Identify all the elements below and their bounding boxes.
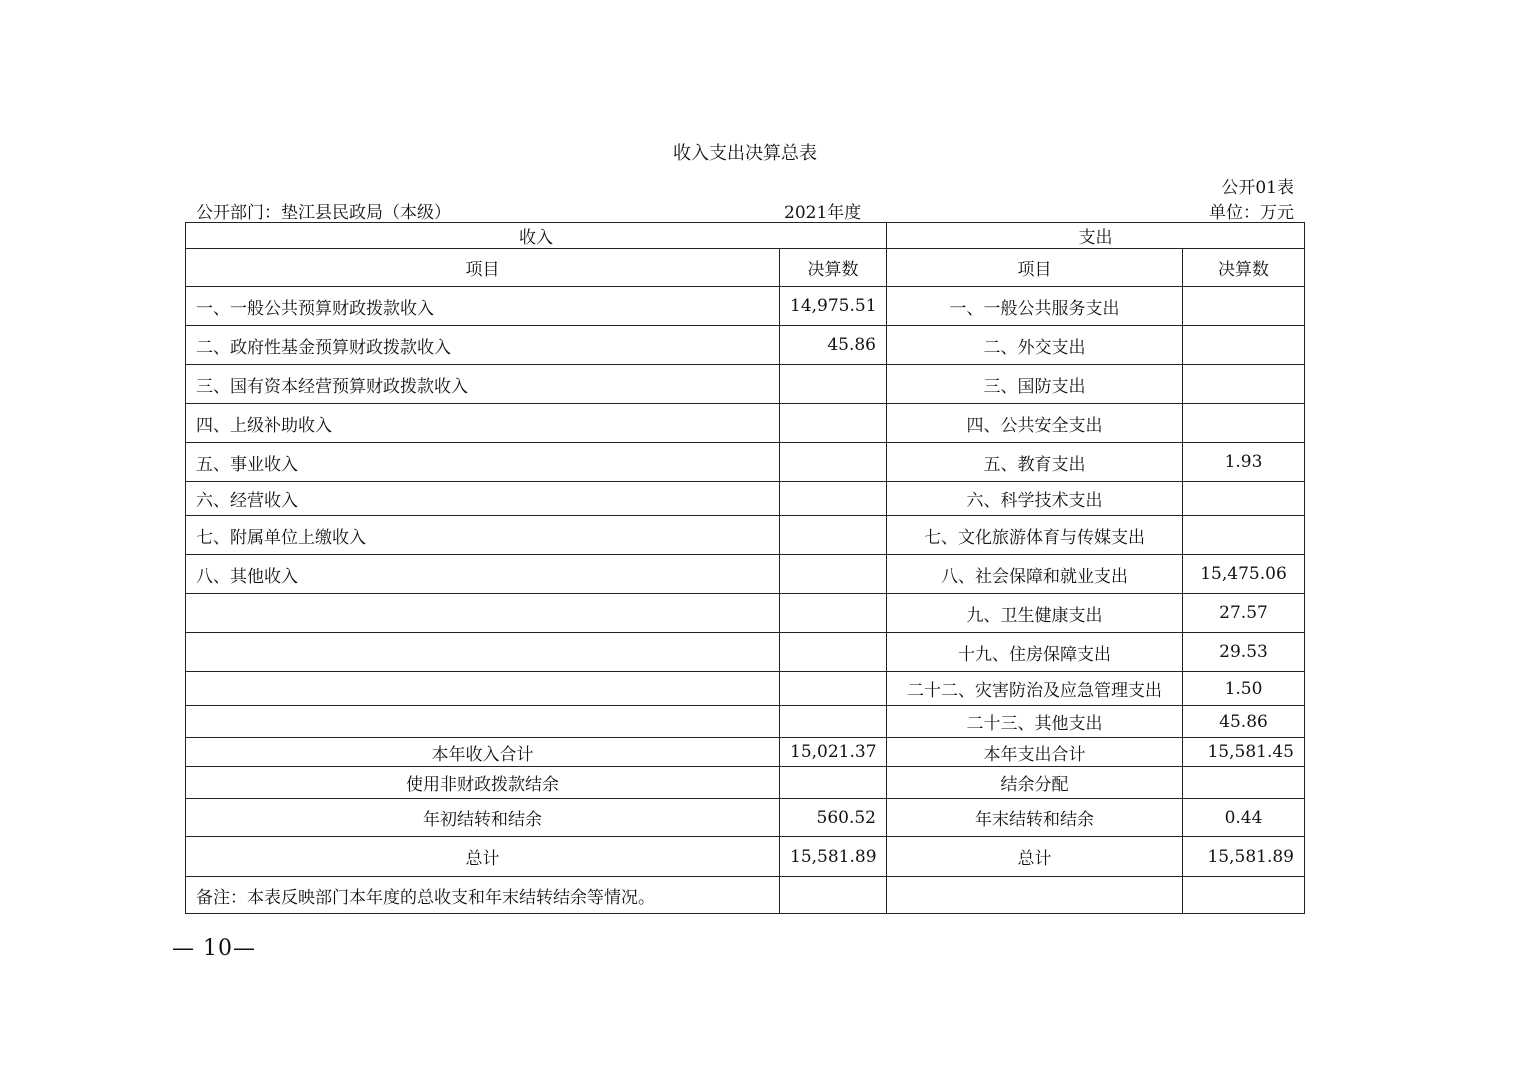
unit-label: 单位：万元: [1209, 203, 1294, 223]
income-item: 一、一般公共预算财政拨款收入: [186, 287, 780, 326]
table-row: [186, 287, 1305, 326]
expense-item: 九、卫生健康支出: [887, 594, 1183, 633]
table-row: [186, 594, 1305, 633]
expense-amount: 45.86: [1183, 706, 1305, 738]
empty-cell: [1183, 877, 1305, 914]
expense-amount: 1.50: [1183, 672, 1305, 706]
expense-amount: 15,581.89: [1183, 837, 1305, 877]
income-item: 年初结转和结余: [186, 799, 780, 837]
income-amount: [780, 706, 887, 738]
income-amount: 45.86: [780, 326, 887, 365]
income-item: [186, 633, 780, 672]
table-row: [186, 365, 1305, 404]
expense-amount: [1183, 404, 1305, 443]
income-amount-header: 决算数: [780, 249, 887, 287]
expense-amount: 27.57: [1183, 594, 1305, 633]
expense-amount: [1183, 365, 1305, 404]
expense-item: 结余分配: [887, 767, 1183, 799]
total-row: [186, 837, 1305, 877]
income-item: 六、经营收入: [186, 482, 780, 516]
income-amount: [780, 633, 887, 672]
income-item-header: 项目: [186, 249, 780, 287]
table-row: [186, 326, 1305, 365]
expense-amount: [1183, 482, 1305, 516]
expense-item: 八、社会保障和就业支出: [887, 555, 1183, 594]
income-amount: 15,021.37: [780, 738, 887, 767]
expense-item: 四、公共安全支出: [887, 404, 1183, 443]
expense-item-header: 项目: [887, 249, 1183, 287]
table-row: [186, 799, 1305, 837]
income-amount: [780, 555, 887, 594]
income-item: [186, 672, 780, 706]
expense-section-header: 支出: [887, 223, 1305, 249]
section-header-row: [186, 223, 1305, 249]
income-amount: [780, 672, 887, 706]
form-number: 公开01表: [1221, 178, 1294, 198]
table-row: [186, 443, 1305, 482]
expense-amount: 29.53: [1183, 633, 1305, 672]
income-item: 五、事业收入: [186, 443, 780, 482]
empty-cell: [780, 877, 887, 914]
income-item: [186, 594, 780, 633]
expense-amount: [1183, 287, 1305, 326]
expense-amount: 1.93: [1183, 443, 1305, 482]
income-amount: [780, 482, 887, 516]
table-row: [186, 516, 1305, 555]
expense-item: 年末结转和结余: [887, 799, 1183, 837]
table-row: [186, 706, 1305, 738]
subtotal-row: [186, 738, 1305, 767]
expense-item: 五、教育支出: [887, 443, 1183, 482]
income-item: 本年收入合计: [186, 738, 780, 767]
expense-item: 十九、住房保障支出: [887, 633, 1183, 672]
income-amount: [780, 443, 887, 482]
income-expense-table: [185, 222, 1305, 914]
expense-item: 一、一般公共服务支出: [887, 287, 1183, 326]
income-amount: 14,975.51: [780, 287, 887, 326]
expense-amount: 15,475.06: [1183, 555, 1305, 594]
income-item: [186, 706, 780, 738]
note-row: [186, 877, 1305, 914]
income-amount: 15,581.89: [780, 837, 887, 877]
table-row: [186, 404, 1305, 443]
expense-item: 二十三、其他支出: [887, 706, 1183, 738]
income-item: 八、其他收入: [186, 555, 780, 594]
table-title: 收入支出决算总表: [673, 143, 817, 164]
expense-amount: 0.44: [1183, 799, 1305, 837]
income-item: 使用非财政拨款结余: [186, 767, 780, 799]
income-item: 总计: [186, 837, 780, 877]
empty-cell: [887, 877, 1183, 914]
table-row: [186, 482, 1305, 516]
income-amount: [780, 594, 887, 633]
income-item: 四、上级补助收入: [186, 404, 780, 443]
table-row: [186, 633, 1305, 672]
income-amount: 560.52: [780, 799, 887, 837]
income-amount: [780, 365, 887, 404]
expense-amount: [1183, 516, 1305, 555]
income-amount: [780, 404, 887, 443]
expense-amount-header: 决算数: [1183, 249, 1305, 287]
expense-item: 三、国防支出: [887, 365, 1183, 404]
income-amount: [780, 516, 887, 555]
income-item: 三、国有资本经营预算财政拨款收入: [186, 365, 780, 404]
expense-item: 七、文化旅游体育与传媒支出: [887, 516, 1183, 555]
income-item: 七、附属单位上缴收入: [186, 516, 780, 555]
expense-item: 六、科学技术支出: [887, 482, 1183, 516]
department-label: 公开部门：垫江县民政局（本级）: [196, 203, 451, 223]
expense-amount: [1183, 326, 1305, 365]
income-section-header: 收入: [186, 223, 887, 249]
table-row: [186, 555, 1305, 594]
fiscal-year: 2021年度: [784, 203, 862, 223]
table-row: [186, 672, 1305, 706]
expense-item: 二、外交支出: [887, 326, 1183, 365]
page-number: — 10—: [172, 936, 256, 961]
expense-amount: [1183, 767, 1305, 799]
expense-item: 本年支出合计: [887, 738, 1183, 767]
income-item: 二、政府性基金预算财政拨款收入: [186, 326, 780, 365]
expense-item: 二十二、灾害防治及应急管理支出: [887, 672, 1183, 706]
income-amount: [780, 767, 887, 799]
column-header-row: [186, 249, 1305, 287]
expense-amount: 15,581.45: [1183, 738, 1305, 767]
table-note: 备注：本表反映部门本年度的总收支和年末结转结余等情况。: [186, 877, 780, 914]
table-row: [186, 767, 1305, 799]
expense-item: 总计: [887, 837, 1183, 877]
